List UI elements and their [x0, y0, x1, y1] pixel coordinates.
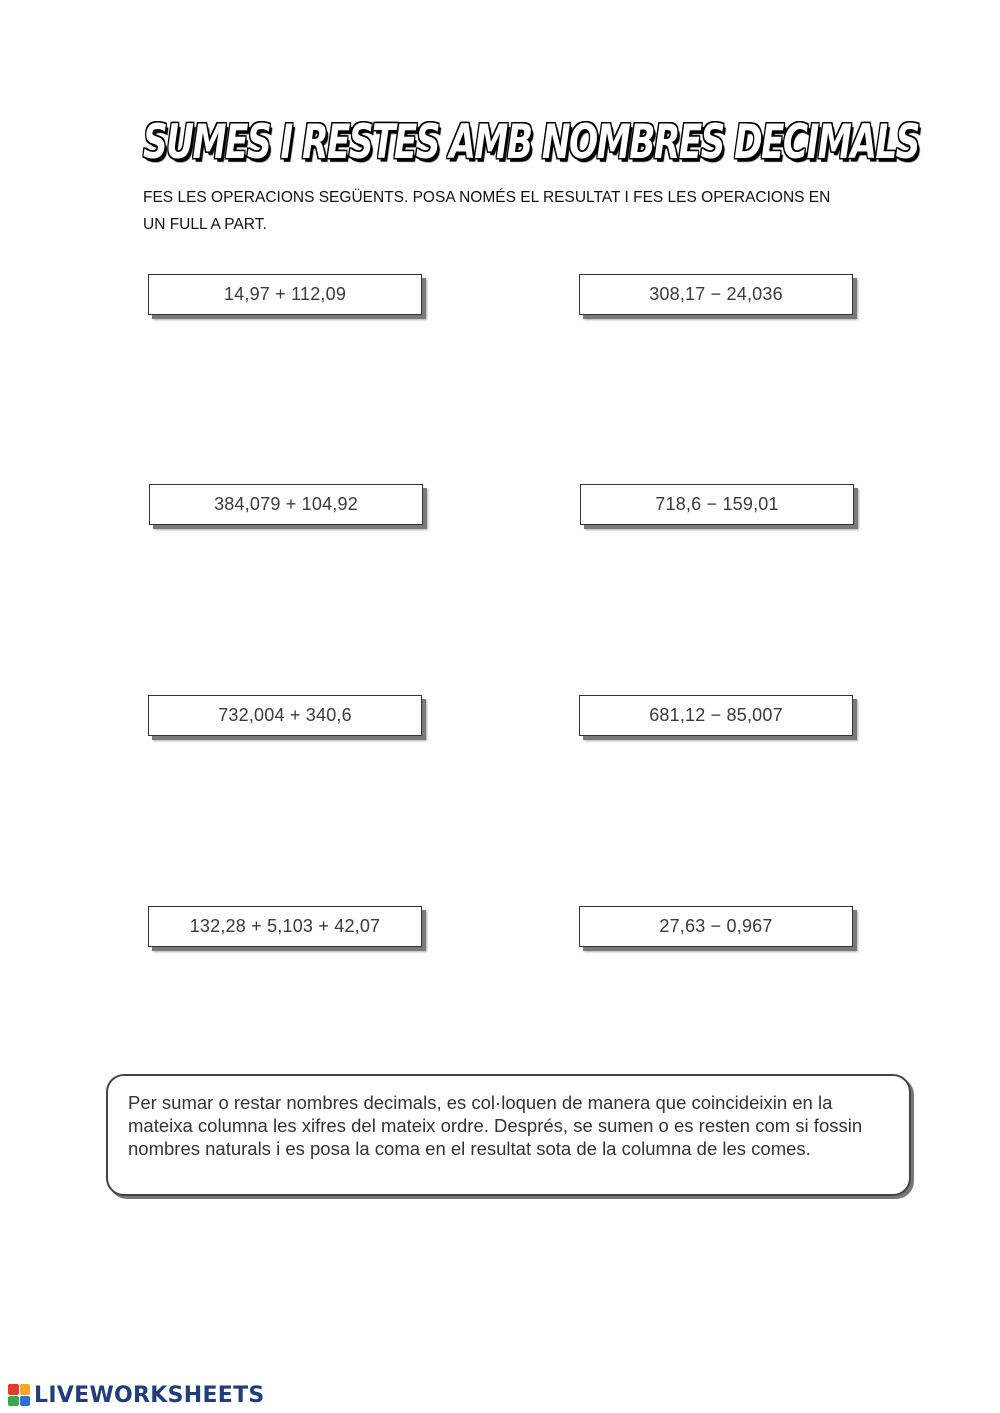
operation-box-4 [580, 484, 854, 525]
logo-square-green [8, 1396, 19, 1407]
instructions-text: FES LES OPERACIONS SEGÜENTS. POSA NOMÉS EL RESULTAT I FES LES OPERACIONS EN UN FULL A PART. [143, 189, 831, 233]
operation-box-1 [148, 274, 422, 315]
worksheet-title: SUMES I RESTES AMB NOMBRES DECIMALS [143, 114, 919, 170]
operation-text: 718,6 − 159,01 [655, 494, 779, 514]
operation-box-3 [149, 484, 423, 525]
logo-square-red [8, 1384, 19, 1395]
rule-note-box [106, 1074, 911, 1196]
liveworksheets-logo-icon [8, 1384, 30, 1406]
operation-text: 308,17 − 24,036 [649, 284, 783, 304]
operation-text: 14,97 + 112,09 [223, 284, 347, 304]
operation-box-5 [148, 695, 422, 736]
operation-box-2 [579, 274, 853, 315]
operation-text: 27,63 − 0,967 [659, 916, 773, 936]
footer-brand [8, 1380, 265, 1410]
operation-box-7 [148, 906, 422, 947]
operation-box-6 [579, 695, 853, 736]
operation-text: 384,079 + 104,92 [214, 494, 358, 514]
operation-text: 132,28 + 5,103 + 42,07 [189, 916, 381, 936]
operation-text: 681,12 − 85,007 [649, 705, 783, 725]
rule-note-text: Per sumar o restar nombres decimals, es col·loquen de manera que coincideixin en la mateixa columna les xifres del mateix ordre. Després, se sumen o es resten com si fossin nombres naturals i es posa la coma en el resultat sota de la columna de les comes. [128, 1092, 863, 1159]
logo-square-blue [20, 1396, 31, 1407]
operation-box-8 [579, 906, 853, 947]
operation-text: 732,004 + 340,6 [218, 705, 352, 725]
logo-square-orange [20, 1384, 31, 1395]
brand-name: LIVEWORKSHEETS [34, 1382, 265, 1408]
